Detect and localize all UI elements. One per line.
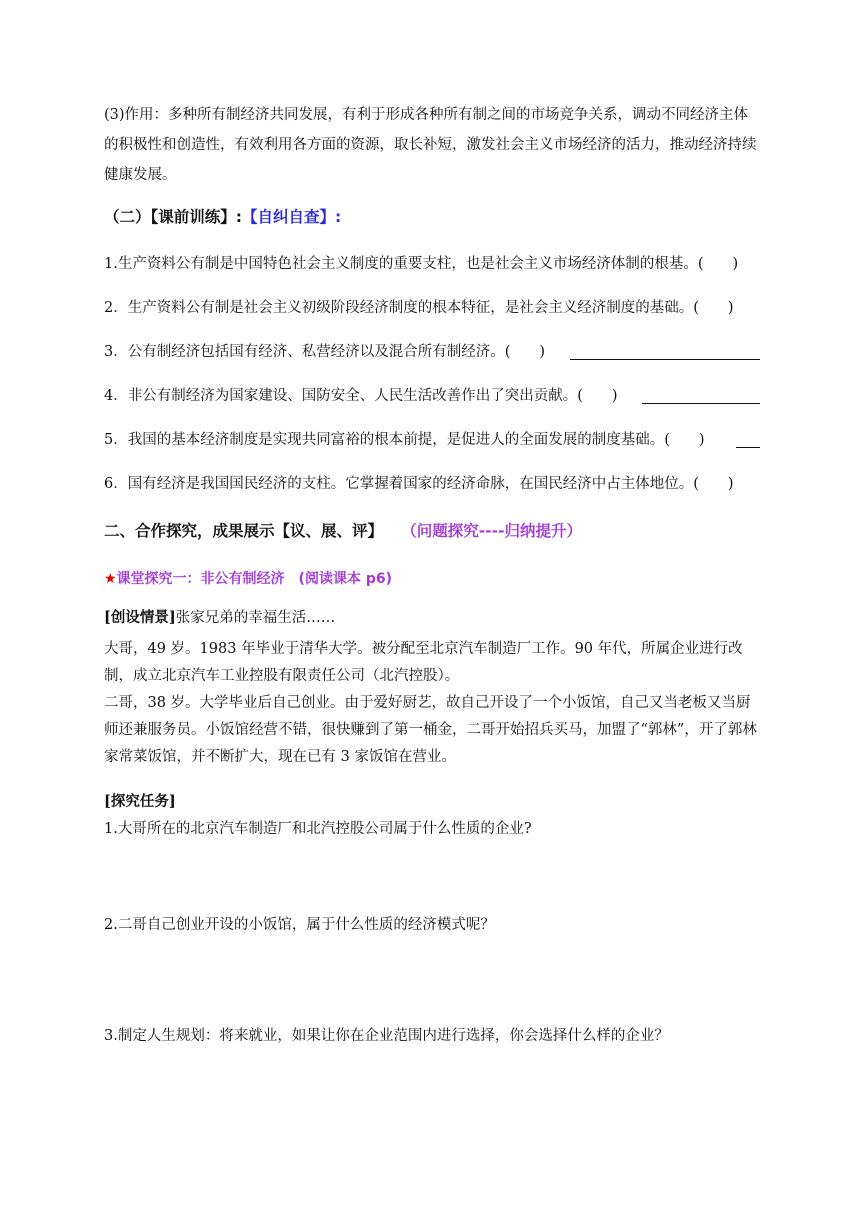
quiz-item-text: 2．生产资料公有制是社会主义初级阶段经济制度的根本特征，是社会主义经济制度的基础。( )	[104, 300, 734, 316]
task-question-3: 3.制定人生规划：将来就业，如果让你在企业范围内进行选择，你会选择什么样的企业？	[104, 1028, 669, 1044]
quiz-item-text: 5．我国的基本经济制度是实现共同富裕的根本前提，是促进人的全面发展的制度基础。( )	[104, 432, 705, 448]
quiz-item-6	[104, 473, 760, 495]
quiz-item-3	[104, 341, 760, 363]
quiz-item-text: 4．非公有制经济为国家建设、国防安全、人民生活改善作出了突出贡献。( )	[104, 388, 618, 404]
scenario-brother1: 大哥，49 岁。1983 年毕业于清华大学。被分配至北京汽车制造厂工作。90 年代，所属企业进行改制，成立北京汽车工业控股有限责任公司（北汽控股）。	[104, 641, 743, 684]
quiz-item-text: 1.生产资料公有制是中国特色社会主义制度的重要支柱，也是社会主义市场经济体制的根基。( )	[104, 256, 739, 272]
section-pre-highlight: 【自纠自查】:	[241, 208, 342, 226]
section-pre-heading	[104, 205, 341, 227]
quiz-item-5	[104, 429, 760, 451]
scenario-title: 张家兄弟的幸福生活……	[175, 610, 336, 626]
scenario-heading	[104, 607, 760, 629]
quiz-item-text: 6．国有经济是我国国民经济的支柱。它掌握着国家的经济命脉，在国民经济中占主体地位。( )	[104, 476, 734, 492]
answer-blank[interactable]	[570, 359, 760, 360]
section-pre-prefix: （二）【课前训练】:	[104, 208, 242, 226]
explore-heading	[104, 568, 392, 588]
intro-paragraph: (3)作用：多种所有制经济共同发展，有利于形成各种所有制之间的市场竞争关系，调动不同经济主体的积极性和创造性，有效利用各方面的资源，取长补短，激发社会主义市场经济的活力，推动经济持续健康发展。	[104, 107, 757, 183]
task-question-1: 1.大哥所在的北京汽车制造厂和北汽控股公司属于什么性质的企业?	[104, 821, 532, 837]
task-question-2: 2.二哥自己创业开设的小饭馆，属于什么性质的经济模式呢？	[104, 917, 495, 933]
section-coop-heading	[104, 519, 582, 541]
section-coop-sub: （问题探究----归纳提升）	[409, 522, 582, 540]
task-label: [探究任务]	[104, 793, 176, 810]
quiz-item-1	[104, 253, 760, 275]
star-icon: ★	[104, 571, 117, 587]
scenario-label: [创设情景]	[104, 609, 176, 626]
quiz-item-text: 3．公有制经济包括国有经济、私营经济以及混合所有制经济。( )	[104, 344, 546, 360]
scenario-brother2: 二哥，38 岁。大学毕业后自己创业。由于爱好厨艺，故自己开设了一个小饭馆，自己又当老板又当厨师还兼服务员。小饭馆经营不错，很快赚到了第一桶金，二哥开始招兵买马，加盟了“郭林”，开了郭林家常菜饭馆，并不断扩大，现在已有 3 家饭馆在营业。	[104, 695, 757, 765]
explore-title: 课堂探究一：非公有制经济 (阅读课本 p6)	[116, 571, 392, 587]
quiz-item-2	[104, 297, 760, 319]
answer-blank[interactable]	[642, 403, 760, 404]
section-coop-title: 二、合作探究，成果展示【议、展、评】	[104, 522, 384, 540]
answer-blank[interactable]	[736, 447, 760, 448]
quiz-item-4	[104, 385, 760, 407]
